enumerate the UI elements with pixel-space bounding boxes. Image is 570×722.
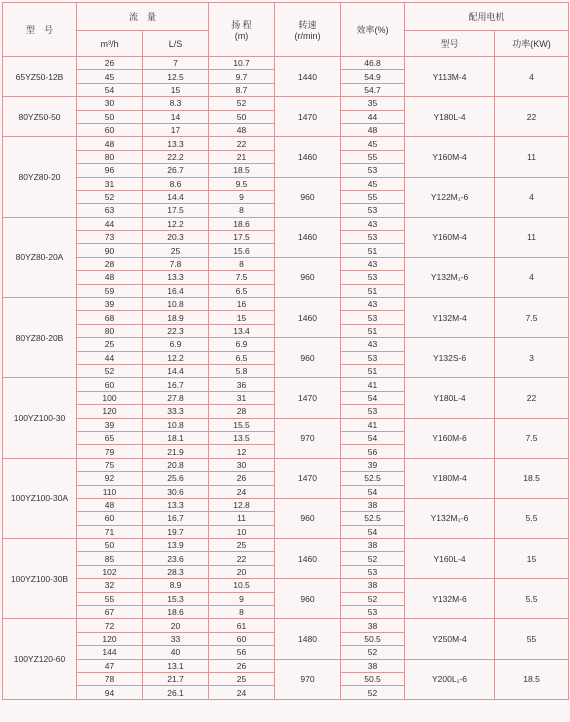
motor-model-cell: Y132M-4 (405, 298, 495, 338)
flow-m3h-cell: 44 (77, 217, 143, 230)
efficiency-cell: 54.9 (341, 70, 405, 83)
flow-m3h-cell: 120 (77, 405, 143, 418)
flow-m3h-cell: 50 (77, 110, 143, 123)
speed-cell: 1460 (275, 298, 341, 338)
header-speed-label: 转速 (298, 20, 317, 30)
header-model: 型 号 (3, 3, 77, 57)
efficiency-cell: 45 (341, 177, 405, 190)
flow-m3h-cell: 54 (77, 83, 143, 96)
motor-model-cell: Y200L₁-6 (405, 659, 495, 699)
model-cell: 100YZ100-30 (3, 378, 77, 458)
efficiency-cell: 41 (341, 418, 405, 431)
table-row (3, 298, 569, 311)
efficiency-cell: 54 (341, 431, 405, 444)
head-cell: 17.5 (209, 231, 275, 244)
flow-m3h-cell: 47 (77, 659, 143, 672)
flow-m3h-cell: 30 (77, 97, 143, 110)
motor-power-cell: 5.5 (495, 498, 569, 538)
flow-m3h-cell: 79 (77, 445, 143, 458)
motor-model-cell: Y180M-4 (405, 458, 495, 498)
motor-model-cell: Y250M-4 (405, 619, 495, 659)
efficiency-cell: 38 (341, 579, 405, 592)
flow-ls-cell: 13.1 (143, 659, 209, 672)
efficiency-cell: 52 (341, 646, 405, 659)
head-cell: 28 (209, 405, 275, 418)
motor-power-cell: 7.5 (495, 418, 569, 458)
flow-m3h-cell: 68 (77, 311, 143, 324)
head-cell: 56 (209, 646, 275, 659)
flow-ls-cell: 15 (143, 83, 209, 96)
motor-model-cell: Y122M₁-6 (405, 177, 495, 217)
efficiency-cell: 50.5 (341, 632, 405, 645)
efficiency-cell: 45 (341, 137, 405, 150)
flow-m3h-cell: 144 (77, 646, 143, 659)
flow-ls-cell: 14 (143, 110, 209, 123)
table-row (3, 338, 569, 351)
efficiency-cell: 52 (341, 592, 405, 605)
head-cell: 25 (209, 672, 275, 685)
motor-power-cell: 55 (495, 619, 569, 659)
head-cell: 50 (209, 110, 275, 123)
efficiency-cell: 48 (341, 123, 405, 136)
efficiency-cell: 55 (341, 150, 405, 163)
flow-m3h-cell: 63 (77, 204, 143, 217)
efficiency-cell: 53 (341, 565, 405, 578)
efficiency-cell: 43 (341, 298, 405, 311)
flow-m3h-cell: 78 (77, 672, 143, 685)
head-cell: 24 (209, 485, 275, 498)
efficiency-cell: 43 (341, 217, 405, 230)
pump-spec-table (2, 2, 569, 700)
head-cell: 5.8 (209, 364, 275, 377)
efficiency-cell: 53 (341, 204, 405, 217)
motor-model-cell: Y132S-6 (405, 338, 495, 378)
speed-cell: 960 (275, 498, 341, 538)
flow-m3h-cell: 90 (77, 244, 143, 257)
motor-power-cell: 18.5 (495, 659, 569, 699)
flow-m3h-cell: 44 (77, 351, 143, 364)
model-cell: 80YZ80-20B (3, 298, 77, 378)
flow-m3h-cell: 75 (77, 458, 143, 471)
flow-m3h-cell: 60 (77, 378, 143, 391)
flow-m3h-cell: 45 (77, 70, 143, 83)
speed-cell: 1460 (275, 539, 341, 579)
flow-m3h-cell: 102 (77, 565, 143, 578)
efficiency-cell: 53 (341, 351, 405, 364)
head-cell: 9 (209, 592, 275, 605)
head-cell: 22 (209, 137, 275, 150)
flow-m3h-cell: 48 (77, 271, 143, 284)
header-motor-power: 功率(KW) (495, 31, 569, 57)
table-row (3, 378, 569, 391)
head-cell: 7.5 (209, 271, 275, 284)
header-head-unit: (m) (234, 31, 249, 41)
efficiency-cell: 43 (341, 338, 405, 351)
flow-ls-cell: 22.2 (143, 150, 209, 163)
flow-m3h-cell: 48 (77, 498, 143, 511)
flow-m3h-cell: 39 (77, 418, 143, 431)
motor-model-cell: Y160M-4 (405, 137, 495, 177)
flow-ls-cell: 20 (143, 619, 209, 632)
flow-m3h-cell: 60 (77, 123, 143, 136)
flow-ls-cell: 12.2 (143, 217, 209, 230)
head-cell: 6.9 (209, 338, 275, 351)
head-cell: 10.7 (209, 57, 275, 70)
motor-model-cell: Y180L-4 (405, 97, 495, 137)
head-cell: 15.6 (209, 244, 275, 257)
flow-m3h-cell: 110 (77, 485, 143, 498)
model-cell: 100YZ120-60 (3, 619, 77, 699)
flow-m3h-cell: 65 (77, 431, 143, 444)
flow-ls-cell: 13.3 (143, 137, 209, 150)
flow-m3h-cell: 72 (77, 619, 143, 632)
model-cell: 100YZ100-30B (3, 539, 77, 619)
motor-model-cell: Y160M-6 (405, 418, 495, 458)
speed-cell: 1470 (275, 378, 341, 418)
flow-ls-cell: 12.2 (143, 351, 209, 364)
head-cell: 11 (209, 512, 275, 525)
flow-ls-cell: 15.3 (143, 592, 209, 605)
flow-m3h-cell: 73 (77, 231, 143, 244)
efficiency-cell: 56 (341, 445, 405, 458)
flow-ls-cell: 18.9 (143, 311, 209, 324)
table-row (3, 539, 569, 552)
head-cell: 52 (209, 97, 275, 110)
head-cell: 8 (209, 257, 275, 270)
flow-m3h-cell: 55 (77, 592, 143, 605)
motor-power-cell: 22 (495, 97, 569, 137)
speed-cell: 970 (275, 418, 341, 458)
header-efficiency: 效率(%) (341, 3, 405, 57)
header-speed (275, 3, 341, 57)
efficiency-cell: 44 (341, 110, 405, 123)
flow-m3h-cell: 60 (77, 512, 143, 525)
flow-ls-cell: 20.3 (143, 231, 209, 244)
flow-ls-cell: 25.6 (143, 472, 209, 485)
head-cell: 13.4 (209, 324, 275, 337)
motor-power-cell: 11 (495, 217, 569, 257)
efficiency-cell: 51 (341, 364, 405, 377)
speed-cell: 1470 (275, 97, 341, 137)
head-cell: 61 (209, 619, 275, 632)
efficiency-cell: 43 (341, 257, 405, 270)
head-cell: 12 (209, 445, 275, 458)
motor-model-cell: Y132M-6 (405, 579, 495, 619)
head-cell: 26 (209, 659, 275, 672)
head-cell: 18.5 (209, 164, 275, 177)
model-cell: 65YZ50-12B (3, 57, 77, 97)
flow-ls-cell: 21.7 (143, 672, 209, 685)
flow-m3h-cell: 26 (77, 57, 143, 70)
motor-power-cell: 5.5 (495, 579, 569, 619)
flow-m3h-cell: 67 (77, 606, 143, 619)
model-cell: 80YZ50-50 (3, 97, 77, 137)
head-cell: 12.8 (209, 498, 275, 511)
efficiency-cell: 38 (341, 539, 405, 552)
flow-ls-cell: 10.8 (143, 418, 209, 431)
speed-cell: 960 (275, 338, 341, 378)
model-cell: 80YZ80-20A (3, 217, 77, 297)
head-cell: 6.5 (209, 351, 275, 364)
efficiency-cell: 54.7 (341, 83, 405, 96)
motor-power-cell: 3 (495, 338, 569, 378)
flow-ls-cell: 14.4 (143, 190, 209, 203)
head-cell: 25 (209, 539, 275, 552)
flow-ls-cell: 7.8 (143, 257, 209, 270)
flow-ls-cell: 13.3 (143, 498, 209, 511)
efficiency-cell: 46.8 (341, 57, 405, 70)
flow-ls-cell: 23.6 (143, 552, 209, 565)
flow-m3h-cell: 80 (77, 324, 143, 337)
flow-ls-cell: 17 (143, 123, 209, 136)
head-cell: 15 (209, 311, 275, 324)
flow-m3h-cell: 94 (77, 686, 143, 699)
flow-m3h-cell: 28 (77, 257, 143, 270)
flow-ls-cell: 28.3 (143, 565, 209, 578)
flow-m3h-cell: 31 (77, 177, 143, 190)
motor-power-cell: 4 (495, 257, 569, 297)
flow-ls-cell: 33 (143, 632, 209, 645)
head-cell: 8 (209, 204, 275, 217)
flow-ls-cell: 30.6 (143, 485, 209, 498)
flow-ls-cell: 40 (143, 646, 209, 659)
flow-ls-cell: 18.6 (143, 606, 209, 619)
efficiency-cell: 38 (341, 619, 405, 632)
flow-m3h-cell: 25 (77, 338, 143, 351)
header-head-label: 扬 程 (231, 20, 252, 30)
head-cell: 16 (209, 298, 275, 311)
flow-ls-cell: 21.9 (143, 445, 209, 458)
efficiency-cell: 35 (341, 97, 405, 110)
flow-m3h-cell: 52 (77, 190, 143, 203)
efficiency-cell: 51 (341, 324, 405, 337)
speed-cell: 1440 (275, 57, 341, 97)
table-row (3, 619, 569, 632)
head-cell: 10.5 (209, 579, 275, 592)
speed-cell: 960 (275, 579, 341, 619)
flow-ls-cell: 26.1 (143, 686, 209, 699)
efficiency-cell: 53 (341, 606, 405, 619)
header-motor-model: 型号 (405, 31, 495, 57)
efficiency-cell: 53 (341, 405, 405, 418)
flow-m3h-cell: 92 (77, 472, 143, 485)
head-cell: 9 (209, 190, 275, 203)
table-row (3, 57, 569, 70)
efficiency-cell: 53 (341, 231, 405, 244)
flow-ls-cell: 22.3 (143, 324, 209, 337)
flow-ls-cell: 16.7 (143, 378, 209, 391)
motor-power-cell: 15 (495, 539, 569, 579)
head-cell: 26 (209, 472, 275, 485)
efficiency-cell: 55 (341, 190, 405, 203)
efficiency-cell: 53 (341, 164, 405, 177)
flow-ls-cell: 12.5 (143, 70, 209, 83)
header-flow-m3h: m³/h (77, 31, 143, 57)
head-cell: 36 (209, 378, 275, 391)
flow-m3h-cell: 71 (77, 525, 143, 538)
header-head (209, 3, 275, 57)
motor-power-cell: 11 (495, 137, 569, 177)
table-row (3, 177, 569, 190)
flow-m3h-cell: 85 (77, 552, 143, 565)
speed-cell: 970 (275, 659, 341, 699)
table-row (3, 257, 569, 270)
flow-m3h-cell: 50 (77, 539, 143, 552)
motor-power-cell: 4 (495, 57, 569, 97)
flow-ls-cell: 16.7 (143, 512, 209, 525)
efficiency-cell: 51 (341, 244, 405, 257)
flow-ls-cell: 10.8 (143, 298, 209, 311)
table-row (3, 137, 569, 150)
model-cell: 100YZ100-30A (3, 458, 77, 538)
motor-power-cell: 7.5 (495, 298, 569, 338)
motor-model-cell: Y180L-4 (405, 378, 495, 418)
flow-ls-cell: 8.6 (143, 177, 209, 190)
head-cell: 9.5 (209, 177, 275, 190)
head-cell: 22 (209, 552, 275, 565)
flow-m3h-cell: 48 (77, 137, 143, 150)
flow-m3h-cell: 39 (77, 298, 143, 311)
flow-m3h-cell: 100 (77, 391, 143, 404)
flow-ls-cell: 13.9 (143, 539, 209, 552)
efficiency-cell: 38 (341, 498, 405, 511)
head-cell: 60 (209, 632, 275, 645)
flow-m3h-cell: 52 (77, 364, 143, 377)
efficiency-cell: 52 (341, 552, 405, 565)
head-cell: 20 (209, 565, 275, 578)
speed-cell: 1470 (275, 458, 341, 498)
table-row (3, 217, 569, 230)
flow-ls-cell: 14.4 (143, 364, 209, 377)
speed-cell: 1460 (275, 137, 341, 177)
flow-ls-cell: 7 (143, 57, 209, 70)
model-cell: 80YZ80-20 (3, 137, 77, 217)
flow-ls-cell: 6.9 (143, 338, 209, 351)
flow-ls-cell: 16.4 (143, 284, 209, 297)
speed-cell: 1460 (275, 217, 341, 257)
spec-body (3, 57, 569, 700)
head-cell: 8.7 (209, 83, 275, 96)
header-motor: 配用电机 (405, 3, 569, 31)
efficiency-cell: 54 (341, 525, 405, 538)
flow-ls-cell: 26.7 (143, 164, 209, 177)
efficiency-cell: 53 (341, 271, 405, 284)
header-flow: 流 量 (77, 3, 209, 31)
efficiency-cell: 52.5 (341, 512, 405, 525)
head-cell: 9.7 (209, 70, 275, 83)
header-speed-unit: (r/min) (294, 31, 321, 41)
motor-model-cell: Y132M₁-6 (405, 257, 495, 297)
table-row (3, 97, 569, 110)
motor-power-cell: 18.5 (495, 458, 569, 498)
flow-ls-cell: 20.8 (143, 458, 209, 471)
efficiency-cell: 50.5 (341, 672, 405, 685)
motor-power-cell: 4 (495, 177, 569, 217)
head-cell: 31 (209, 391, 275, 404)
table-row (3, 579, 569, 592)
flow-ls-cell: 25 (143, 244, 209, 257)
efficiency-cell: 39 (341, 458, 405, 471)
efficiency-cell: 53 (341, 311, 405, 324)
flow-ls-cell: 8.3 (143, 97, 209, 110)
head-cell: 21 (209, 150, 275, 163)
efficiency-cell: 38 (341, 659, 405, 672)
head-cell: 6.5 (209, 284, 275, 297)
motor-model-cell: Y160L-4 (405, 539, 495, 579)
head-cell: 18.6 (209, 217, 275, 230)
motor-model-cell: Y160M-4 (405, 217, 495, 257)
flow-m3h-cell: 120 (77, 632, 143, 645)
head-cell: 15.5 (209, 418, 275, 431)
table-row (3, 458, 569, 471)
efficiency-cell: 52.5 (341, 472, 405, 485)
header-flow-ls: L/S (143, 31, 209, 57)
flow-ls-cell: 33.3 (143, 405, 209, 418)
flow-m3h-cell: 80 (77, 150, 143, 163)
efficiency-cell: 54 (341, 391, 405, 404)
flow-m3h-cell: 32 (77, 579, 143, 592)
motor-model-cell: Y113M-4 (405, 57, 495, 97)
efficiency-cell: 54 (341, 485, 405, 498)
head-cell: 48 (209, 123, 275, 136)
flow-ls-cell: 19.7 (143, 525, 209, 538)
head-cell: 24 (209, 686, 275, 699)
flow-ls-cell: 17.5 (143, 204, 209, 217)
head-cell: 13.5 (209, 431, 275, 444)
efficiency-cell: 51 (341, 284, 405, 297)
head-cell: 30 (209, 458, 275, 471)
flow-m3h-cell: 59 (77, 284, 143, 297)
flow-ls-cell: 18.1 (143, 431, 209, 444)
table-row (3, 498, 569, 511)
head-cell: 8 (209, 606, 275, 619)
speed-cell: 960 (275, 177, 341, 217)
head-cell: 10 (209, 525, 275, 538)
motor-model-cell: Y132M₂-6 (405, 498, 495, 538)
table-row (3, 418, 569, 431)
flow-ls-cell: 27.8 (143, 391, 209, 404)
efficiency-cell: 52 (341, 686, 405, 699)
table-row (3, 659, 569, 672)
speed-cell: 1480 (275, 619, 341, 659)
motor-power-cell: 22 (495, 378, 569, 418)
flow-ls-cell: 13.3 (143, 271, 209, 284)
efficiency-cell: 41 (341, 378, 405, 391)
flow-ls-cell: 8.9 (143, 579, 209, 592)
flow-m3h-cell: 96 (77, 164, 143, 177)
speed-cell: 960 (275, 257, 341, 297)
